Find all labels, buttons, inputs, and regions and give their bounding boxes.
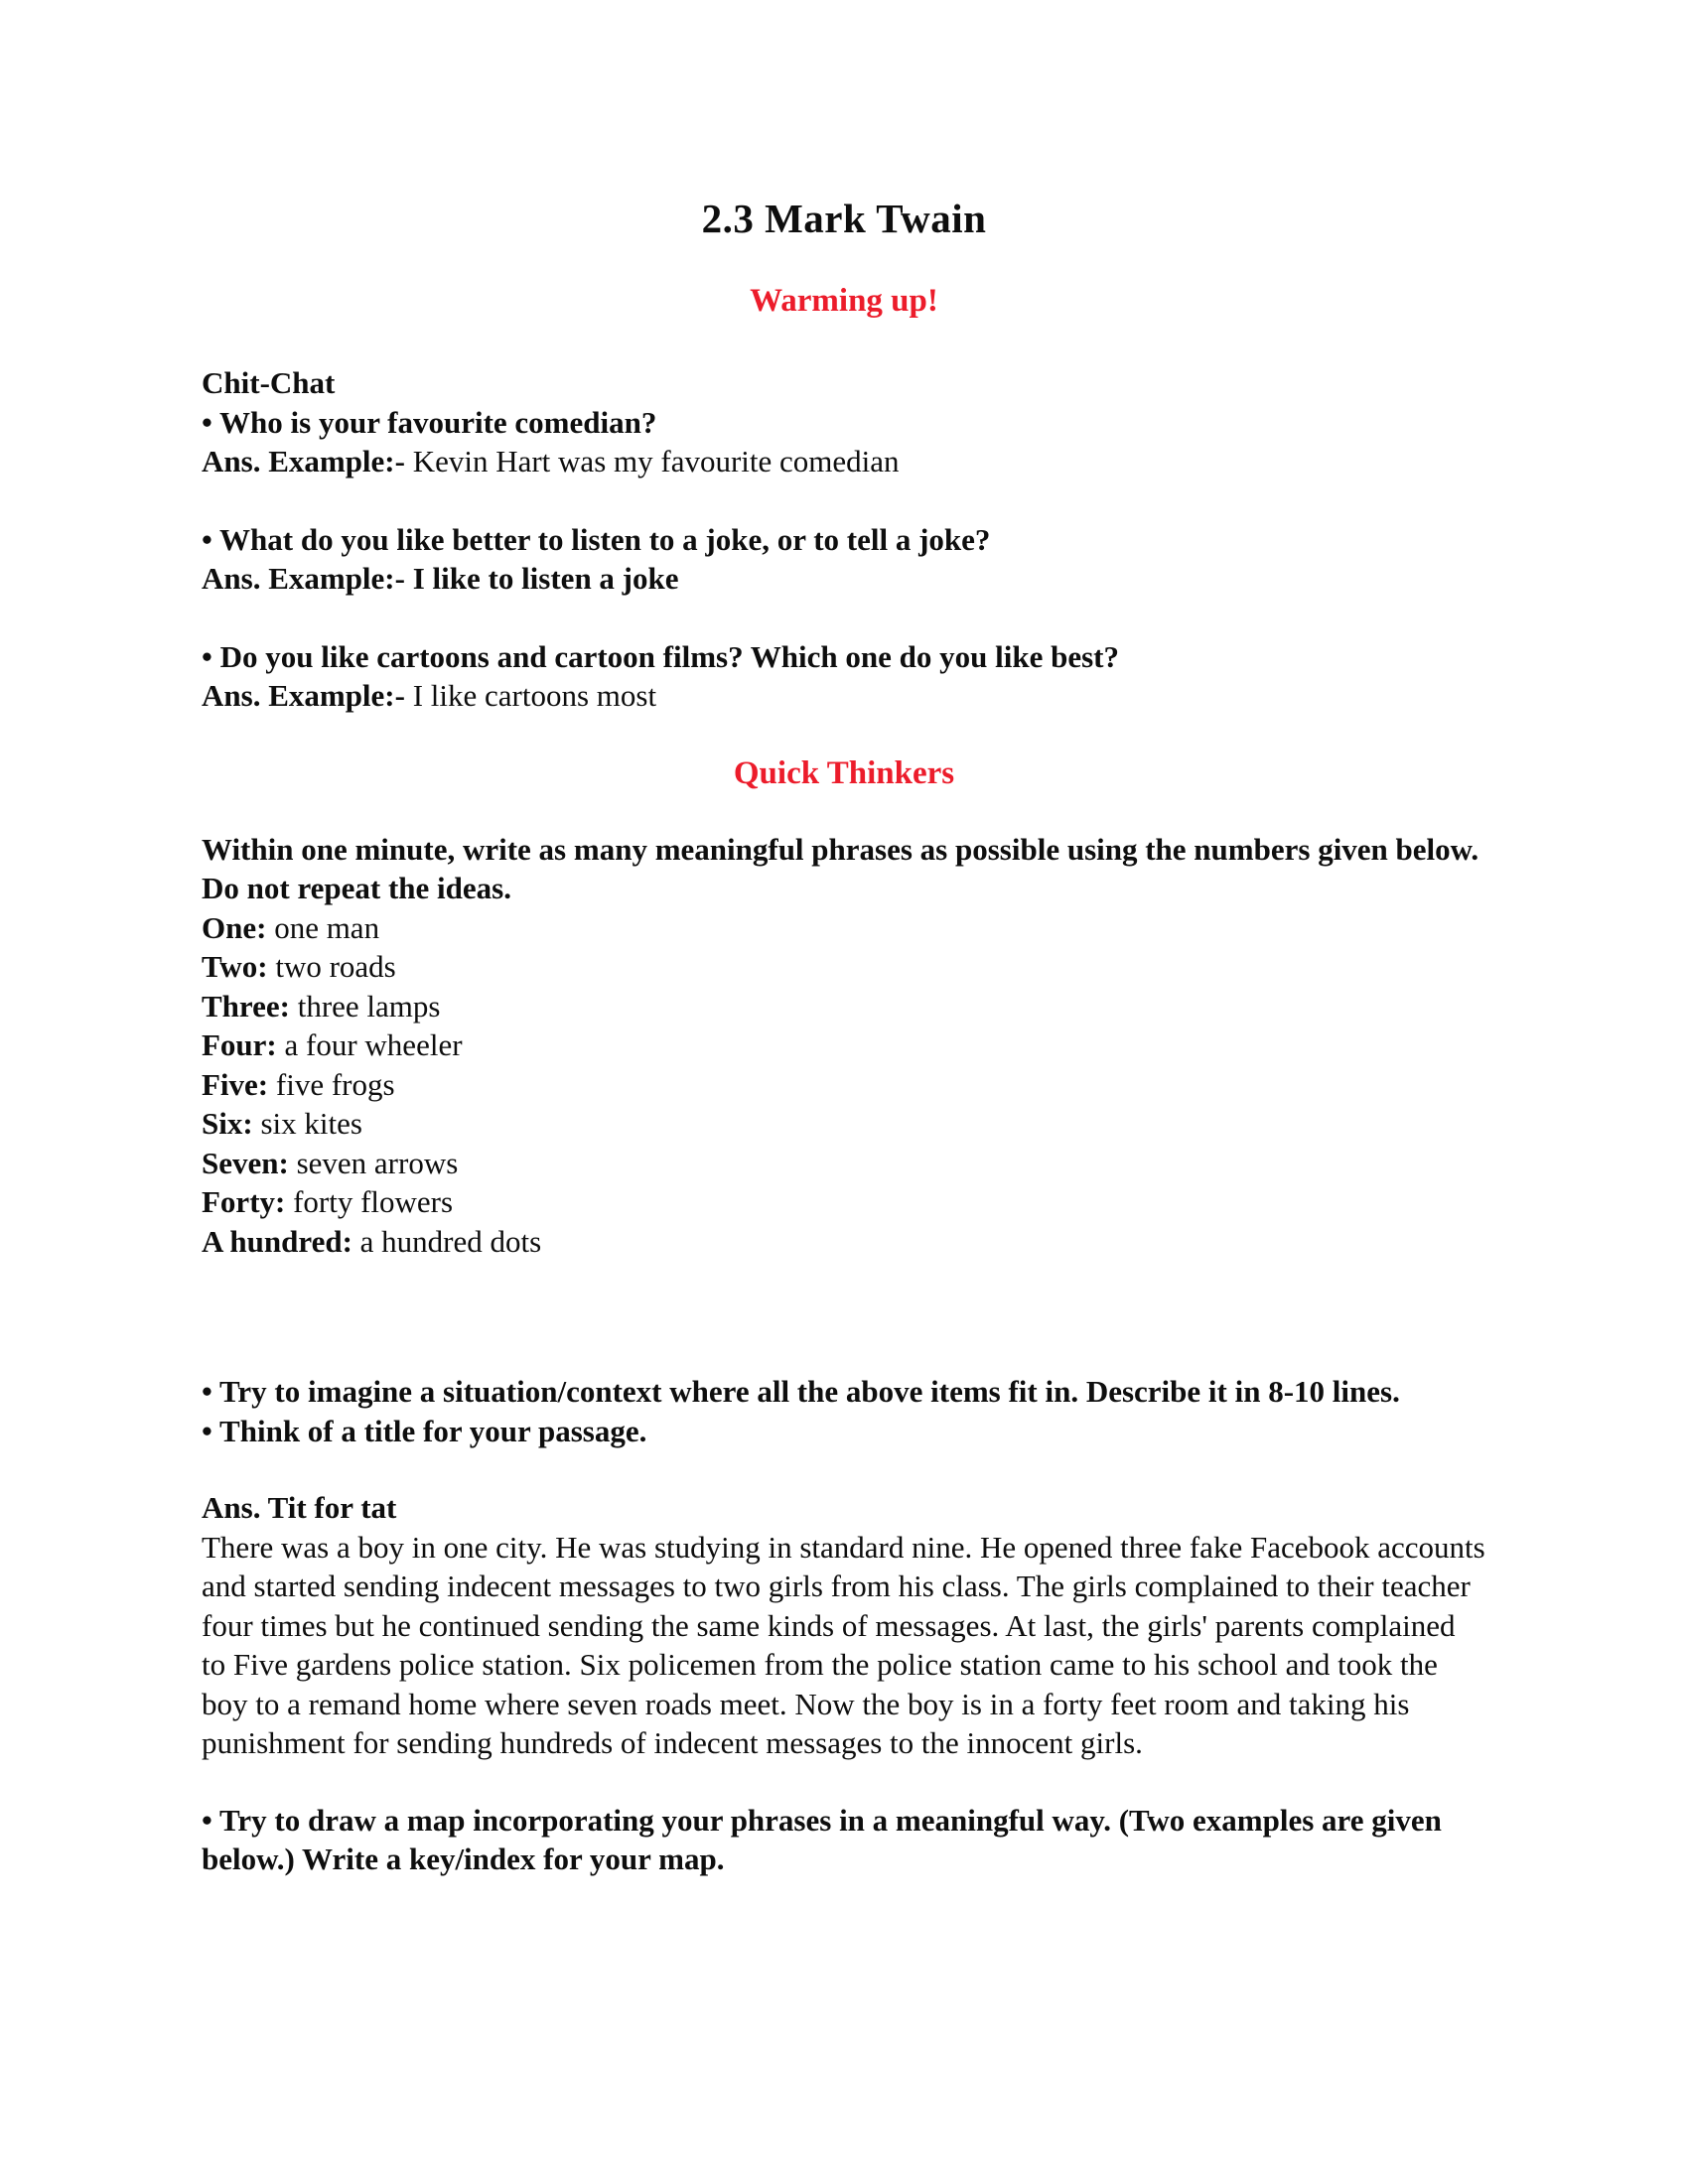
task-imagine-situation: • Try to imagine a situation/context where all the above items fit in. Describe it in 8-10 lines. bbox=[202, 1374, 1400, 1409]
item-label: One: bbox=[202, 909, 267, 945]
question-text: • Who is your favourite comedian? bbox=[202, 404, 657, 440]
item-label: Five: bbox=[202, 1066, 269, 1102]
question-text: • What do you like better to listen to a joke, or to tell a joke? bbox=[202, 521, 991, 557]
answer-line bbox=[202, 442, 1486, 481]
answer-line bbox=[202, 676, 1486, 716]
list-item-two bbox=[202, 947, 1486, 987]
list-item-six bbox=[202, 1104, 1486, 1144]
list-item-seven bbox=[202, 1144, 1486, 1183]
item-label: Seven: bbox=[202, 1145, 289, 1180]
item-value: a four wheeler bbox=[284, 1027, 463, 1062]
document-body bbox=[0, 363, 1688, 716]
item-value: five frogs bbox=[275, 1066, 395, 1102]
list-item-hundred bbox=[202, 1222, 1486, 1262]
answer-text: Kevin Hart was my favourite comedian bbox=[412, 444, 900, 478]
chit-chat-heading: Chit-Chat bbox=[202, 365, 336, 400]
list-item-forty bbox=[202, 1182, 1486, 1222]
warming-up-heading: Warming up! bbox=[750, 283, 938, 319]
item-label: Four: bbox=[202, 1027, 277, 1062]
item-value: a hundred dots bbox=[359, 1223, 542, 1259]
item-value: forty flowers bbox=[293, 1184, 454, 1219]
number-phrase-list bbox=[202, 908, 1486, 1262]
answer-label: Ans. Example:- bbox=[202, 561, 405, 596]
answer-block bbox=[202, 1488, 1486, 1763]
list-item-four bbox=[202, 1025, 1486, 1065]
answer-line bbox=[202, 559, 1486, 599]
answer-label: Ans. Example:- bbox=[202, 678, 405, 713]
qa-item-1 bbox=[202, 403, 1486, 481]
item-value: one man bbox=[274, 909, 380, 945]
quick-thinkers-body bbox=[0, 830, 1688, 1879]
answer-paragraph: There was a boy in one city. He was studying in standard nine. He opened three fake Facebook accounts and started sending indecent messages to two girls from his class. The girls complained to their teacher four times but he continued sending the same kinds of messages. At last, the girls' parents complained to Five gardens police station. Six policemen from the police station came to his school and took the boy to a remand home where seven roads meet. Now the boy is in a forty feet room and taking his punishment for sending hundreds of indecent messages to the innocent girls. bbox=[202, 1529, 1485, 1760]
answer-heading: Ans. Tit for tat bbox=[202, 1490, 397, 1525]
question-text: • Do you like cartoons and cartoon films? Which one do you like best? bbox=[202, 638, 1119, 674]
qa-item-3 bbox=[202, 637, 1486, 716]
quick-thinkers-instructions: Within one minute, write as many meaningful phrases as possible using the numbers given below. Do not repeat the ideas. bbox=[202, 831, 1479, 905]
chit-chat-qa-list bbox=[202, 403, 1486, 716]
item-value: six kites bbox=[260, 1106, 362, 1141]
item-label: Six: bbox=[202, 1106, 253, 1141]
answer-text: I like to listen a joke bbox=[412, 561, 679, 596]
qa-item-2 bbox=[202, 520, 1486, 599]
bullet-task-list bbox=[202, 1372, 1486, 1450]
item-value: seven arrows bbox=[296, 1145, 459, 1180]
list-item-three bbox=[202, 987, 1486, 1026]
page-title: 2.3 Mark Twain bbox=[701, 196, 987, 241]
task-draw-map: • Try to draw a map incorporating your phrases in a meaningful way. (Two examples are given below.) Write a key/index for your map. bbox=[202, 1802, 1442, 1876]
item-value: three lamps bbox=[297, 988, 441, 1024]
task-think-title: • Think of a title for your passage. bbox=[202, 1413, 647, 1448]
answer-text: I like cartoons most bbox=[412, 678, 657, 713]
list-item-one bbox=[202, 908, 1486, 948]
item-label: Forty: bbox=[202, 1184, 286, 1219]
item-label: A hundred: bbox=[202, 1223, 352, 1259]
answer-label: Ans. Example:- bbox=[202, 444, 405, 478]
item-value: two roads bbox=[275, 949, 396, 984]
item-label: Two: bbox=[202, 949, 268, 984]
quick-thinkers-heading: Quick Thinkers bbox=[733, 754, 955, 791]
list-item-five bbox=[202, 1065, 1486, 1105]
item-label: Three: bbox=[202, 988, 290, 1024]
